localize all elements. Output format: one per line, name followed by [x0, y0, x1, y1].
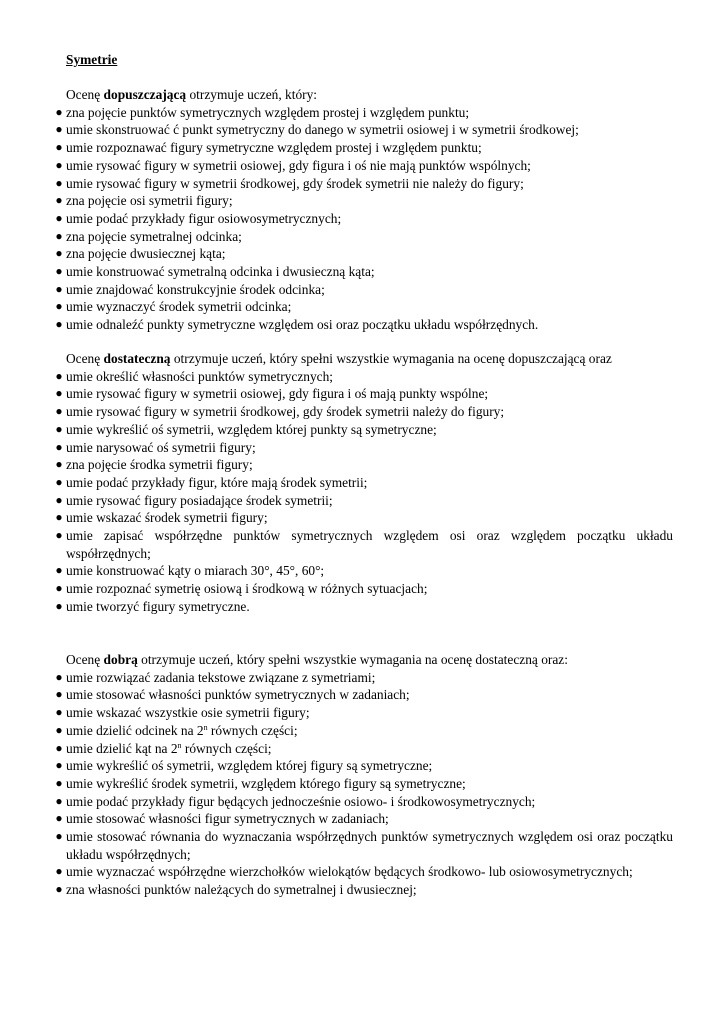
bullet-icon: ● — [55, 705, 63, 720]
item-text: umie podać przykłady figur, które mają środek symetrii; — [66, 474, 368, 490]
list-item — [0, 121, 725, 139]
list-item — [0, 298, 725, 316]
list-item — [0, 527, 725, 562]
intro-prefix: Ocenę — [66, 87, 104, 102]
list-item — [0, 316, 725, 334]
list-item — [0, 192, 725, 210]
item-text: umie narysować oś symetrii figury; — [66, 439, 256, 455]
bullet-icon: ● — [55, 175, 63, 190]
list-item — [0, 686, 725, 704]
item-text: umie rysować figury w symetrii osiowej, gdy figura i oś nie mają punktów wspólnych; — [66, 157, 531, 173]
bullet-icon: ● — [55, 775, 63, 790]
list-item — [0, 157, 725, 175]
section-dostateczna — [0, 350, 725, 616]
item-text: umie stosować własności punktów symetrycznych w zadaniach; — [66, 687, 410, 703]
list-item — [0, 263, 725, 281]
list-item — [0, 104, 725, 122]
list-item — [0, 704, 725, 722]
bullet-icon: ● — [55, 598, 63, 613]
item-text: umie rozpoznać symetrię osiową i środkową w różnych sytuacjach; — [66, 581, 428, 597]
item-text: umie konstruować kąty o miarach 30°, 45°, 60°; — [66, 563, 325, 579]
item-text: umie wskazać środek symetrii figury; — [66, 510, 268, 526]
section-dopuszczajaca — [0, 86, 725, 334]
item-text: umie podać przykłady figur będących jednocześnie osiowo- i środkowosymetrycznych; — [66, 793, 536, 809]
bullet-icon: ● — [55, 368, 63, 383]
list-item — [0, 757, 725, 775]
bullet-icon: ● — [55, 317, 63, 332]
intro-suffix: otrzymuje uczeń, który: — [186, 87, 318, 102]
intro-suffix: otrzymuje uczeń, który spełni wszystkie wymagania na ocenę dopuszczającą oraz — [170, 351, 612, 366]
bullet-icon: ● — [55, 299, 63, 314]
item-text: zna pojęcie punktów symetrycznych względem prostej i względem punktu; — [66, 104, 470, 120]
list-item — [0, 175, 725, 193]
item-text: umie skonstruować ć punkt symetryczny do danego w symetrii osiowej i w symetrii środkowej; — [66, 122, 579, 138]
item-text: umie rysować figury w symetrii środkowej, gdy środek symetrii nie należy do figury; — [66, 175, 524, 191]
requirements-list — [0, 104, 725, 334]
item-text: umie wykreślić środek symetrii, względem którego figury są symetryczne; — [66, 775, 466, 791]
list-item — [0, 562, 725, 580]
list-item — [0, 881, 725, 899]
item-text: umie stosować własności figur symetrycznych w zadaniach; — [66, 811, 389, 827]
bullet-icon: ● — [55, 669, 63, 684]
grade-label: dostateczną — [103, 351, 171, 366]
item-text: umie tworzyć figury symetryczne. — [66, 598, 250, 614]
list-item — [0, 456, 725, 474]
grade-label: dopuszczającą — [103, 87, 187, 102]
list-item — [0, 828, 725, 863]
bullet-icon: ● — [55, 157, 63, 172]
item-text: umie wskazać wszystkie osie symetrii figury; — [66, 705, 310, 721]
bullet-icon: ● — [55, 421, 63, 436]
bullet-icon: ● — [55, 581, 63, 596]
section-intro — [0, 651, 725, 669]
item-text: umie odnaleźć punkty symetryczne względem osi oraz początku układu współrzędnych. — [66, 317, 539, 333]
bullet-icon: ● — [55, 882, 63, 897]
list-item — [0, 403, 725, 421]
item-text: zna pojęcie osi symetrii figury; — [66, 193, 233, 209]
item-text-before: umie dzielić kąt na 2 — [66, 740, 178, 756]
section-intro — [0, 350, 725, 368]
item-text: umie podać przykłady figur osiowosymetrycznych; — [66, 210, 342, 226]
list-item — [0, 421, 725, 439]
item-text: umie rysować figury w symetrii środkowej, gdy środek symetrii należy do figury; — [66, 404, 505, 420]
bullet-icon: ● — [55, 563, 63, 578]
bullet-icon: ● — [55, 811, 63, 826]
bullet-icon: ● — [55, 228, 63, 243]
bullet-icon: ● — [55, 528, 63, 543]
list-item — [0, 210, 725, 228]
intro-prefix: Ocenę — [66, 351, 104, 366]
item-text: zna własności punktów należących do symetralnej i dwusiecznej; — [66, 882, 417, 898]
item-text: umie wyznaczać współrzędne wierzchołków wielokątów będących środkowo- lub osiowosymetrycznych; — [66, 864, 633, 880]
bullet-icon: ● — [55, 758, 63, 773]
list-item — [0, 492, 725, 510]
section-dobra — [0, 651, 725, 899]
item-text: umie rysować figury w symetrii osiowej, gdy figura i oś mają punkty wspólne; — [66, 386, 489, 402]
bullet-icon: ● — [55, 722, 63, 737]
superscript-exponent: n — [177, 740, 182, 750]
item-text: umie wykreślić oś symetrii, względem której punkty są symetryczne; — [66, 421, 437, 437]
bullet-icon: ● — [55, 740, 63, 755]
item-text: zna pojęcie symetralnej odcinka; — [66, 228, 242, 244]
list-item — [0, 722, 725, 740]
requirements-list — [0, 669, 725, 899]
list-item — [0, 740, 725, 758]
list-item — [0, 580, 725, 598]
bullet-icon: ● — [55, 281, 63, 296]
item-text: umie rysować figury posiadające środek symetrii; — [66, 492, 333, 508]
bullet-icon: ● — [55, 687, 63, 702]
item-text: umie stosować równania do wyznaczania współrzędnych punktów symetrycznych względem osi oraz początku układu współrzędnych; — [66, 829, 673, 862]
intro-prefix: Ocenę — [66, 652, 104, 667]
bullet-icon: ● — [55, 510, 63, 525]
bullet-icon: ● — [55, 210, 63, 225]
page-title: Symetrie — [66, 52, 118, 67]
item-text: umie wykreślić oś symetrii, względem której figury są symetryczne; — [66, 758, 433, 774]
bullet-icon: ● — [55, 264, 63, 279]
bullet-icon: ● — [55, 864, 63, 879]
bullet-icon: ● — [55, 457, 63, 472]
list-item — [0, 474, 725, 492]
list-item — [0, 669, 725, 687]
item-text: umie rozwiązać zadania tekstowe związane z symetriami; — [66, 669, 376, 685]
item-text: umie zapisać współrzędne punktów symetrycznych względem osi oraz względem początku układu współrzędnych; — [66, 528, 673, 561]
item-text: umie określić własności punktów symetrycznych; — [66, 368, 334, 384]
list-item — [0, 228, 725, 246]
item-text: zna pojęcie dwusiecznej kąta; — [66, 246, 226, 262]
bullet-icon: ● — [55, 104, 63, 119]
requirements-list — [0, 368, 725, 616]
list-item — [0, 245, 725, 263]
list-item — [0, 793, 725, 811]
bullet-icon: ● — [55, 439, 63, 454]
item-text-after: równych części; — [207, 722, 298, 738]
list-item — [0, 775, 725, 793]
bullet-icon: ● — [55, 474, 63, 489]
bullet-icon: ● — [55, 829, 63, 844]
bullet-icon: ● — [55, 386, 63, 401]
list-item — [0, 439, 725, 457]
list-item — [0, 863, 725, 881]
bullet-icon: ● — [55, 793, 63, 808]
section-intro — [0, 86, 725, 104]
list-item — [0, 368, 725, 386]
bullet-icon: ● — [55, 193, 63, 208]
superscript-exponent: n — [203, 722, 208, 732]
item-text: umie rozpoznawać figury symetryczne względem prostej i względem punktu; — [66, 140, 482, 156]
intro-suffix: otrzymuje uczeń, który spełni wszystkie wymagania na ocenę dostateczną oraz: — [137, 652, 568, 667]
item-text: zna pojęcie środka symetrii figury; — [66, 457, 253, 473]
list-item — [0, 810, 725, 828]
item-text-after: równych części; — [181, 740, 272, 756]
grade-label: dobrą — [103, 652, 138, 667]
item-text: umie konstruować symetralną odcinka i dwusieczną kąta; — [66, 264, 375, 280]
list-item — [0, 598, 725, 616]
bullet-icon: ● — [55, 122, 63, 137]
list-item — [0, 139, 725, 157]
bullet-icon: ● — [55, 492, 63, 507]
item-text: umie znajdować konstrukcyjnie środek odcinka; — [66, 281, 325, 297]
list-item — [0, 385, 725, 403]
bullet-icon: ● — [55, 140, 63, 155]
list-item — [0, 509, 725, 527]
item-text-before: umie dzielić odcinek na 2 — [66, 722, 204, 738]
bullet-icon: ● — [55, 404, 63, 419]
list-item — [0, 281, 725, 299]
bullet-icon: ● — [55, 246, 63, 261]
item-text: umie wyznaczyć środek symetrii odcinka; — [66, 299, 292, 315]
